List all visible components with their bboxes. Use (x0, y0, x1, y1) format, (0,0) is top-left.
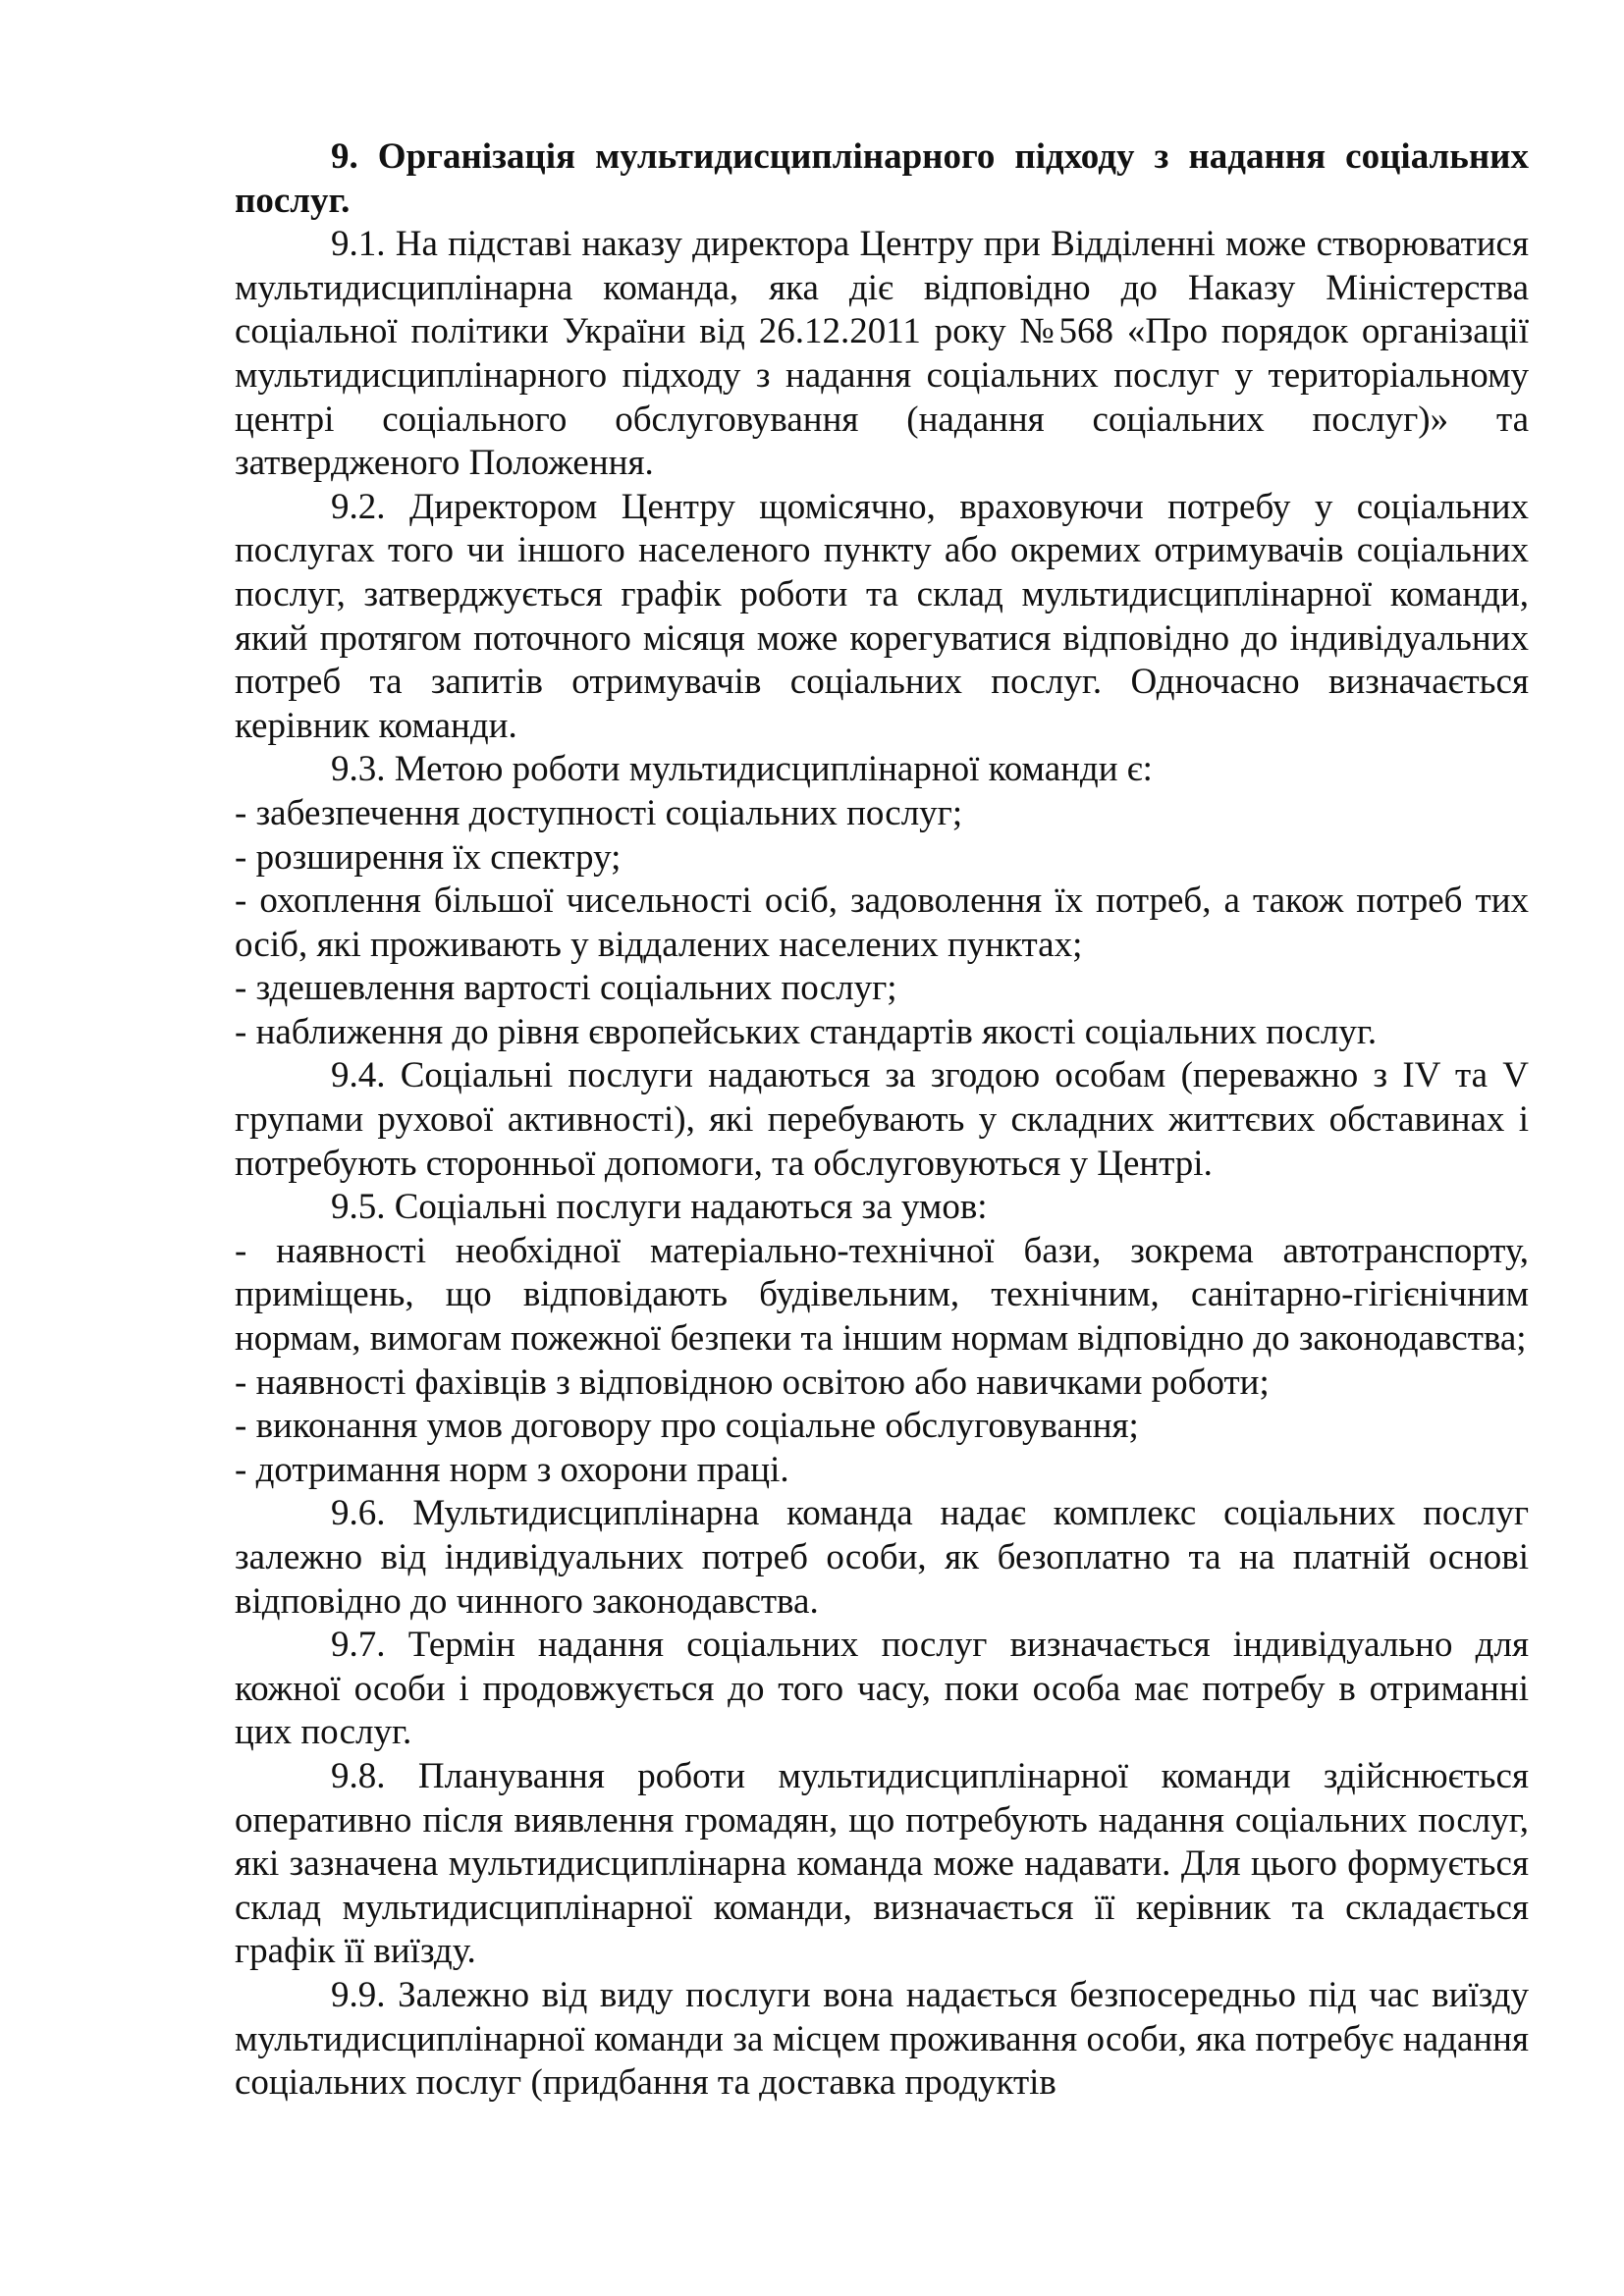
paragraph-9-9: 9.9. Залежно від виду послуги вона надається безпосередньо під час виїзду мультидисциплінарної команди за місцем проживання особи, яка потребує надання соціальних послуг (придбання та доставка продуктів (235, 1974, 1529, 2104)
list-item-9-3-2: - розширення їх спектру; (235, 836, 622, 878)
paragraph-9-5: 9.5. Соціальні послуги надаються за умов: (331, 1187, 988, 1228)
section-heading: 9. Організація мультидисциплінарного підходу з надання соціальних послуг. (235, 136, 1529, 221)
list-item-9-5-4: - дотримання норм з охорони праці. (235, 1449, 789, 1490)
list-item-9-5-3: - виконання умов договору про соціальне обслуговування; (235, 1406, 1139, 1447)
list-item-9-3-4: - здешевлення вартості соціальних послуг; (235, 968, 897, 1009)
list-item-9-3-1: - забезпечення доступності соціальних послуг; (235, 792, 963, 833)
paragraph-9-2: 9.2. Директором Центру щомісячно, враховуючи потребу у соціальних послугах того чи іншого населеного пункту або окремих отримувачів соціальних послуг, затверджується графік роботи та склад мультидисциплінарної команди, який протягом поточного місяця може корегуватися відповідно до індивідуальних потреб та запитів отримувачів соціальних послуг. Одночасно визначається керівник команди. (235, 486, 1529, 746)
list-item-9-3-3: - охоплення більшої чисельності осіб, задоволення їх потреб, а також потреб тих осіб, які проживають у віддалених населених пунктах; (235, 881, 1529, 965)
paragraph-9-8: 9.8. Планування роботи мультидисциплінарної команди здійснюється оперативно після виявлення громадян, що потребують надання соціальних послуг, які зазначена мультидисциплінарна команда може надавати. Для цього формується склад мультидисциплінарної команди, визначається її керівник та складається графік її виїзду. (235, 1755, 1529, 1972)
list-item-9-3-5: - наближення до рівня європейських стандартів якості соціальних послуг. (235, 1011, 1378, 1052)
paragraph-9-1: 9.1. На підставі наказу директора Центру при Відділенні може створюватися мультидисциплінарна команда, яка діє відповідно до Наказу Міністерства соціальної політики України від 26.12.2011 року №568 «Про порядок організації мультидисциплінарного підходу з надання соціальних послуг у територіальному центрі соціального обслуговування (надання соціальних послуг)» та затвердженого Положення. (235, 224, 1529, 484)
document-page (235, 135, 1529, 2106)
paragraph-9-4: 9.4. Соціальні послуги надаються за згодою особам (переважно з IV та V групами рухової активності), які перебувають у складних життєвих обставинах і потребують сторонньої допомоги, та обслуговуються у Центрі. (235, 1055, 1529, 1184)
paragraph-9-7: 9.7. Термін надання соціальних послуг визначається індивідуально для кожної особи і продовжується до того часу, поки особа має потребу в отриманні цих послуг. (235, 1625, 1529, 1753)
list-item-9-5-1: - наявності необхідної матеріально-технічної бази, зокрема автотранспорту, приміщень, що відповідають будівельним, технічним, санітарно-гігієнічним нормам, вимогам пожежної безпеки та іншим нормам відповідно до законодавства; (235, 1230, 1529, 1360)
paragraph-9-6: 9.6. Мультидисциплінарна команда надає комплекс соціальних послуг залежно від індивідуальних потреб особи, як безоплатно та на платній основі відповідно до чинного законодавства. (235, 1493, 1529, 1622)
paragraph-9-3: 9.3. Метою роботи мультидисциплінарної команди є: (331, 749, 1153, 790)
list-item-9-5-2: - наявності фахівців з відповідною освітою або навичками роботи; (235, 1362, 1270, 1403)
